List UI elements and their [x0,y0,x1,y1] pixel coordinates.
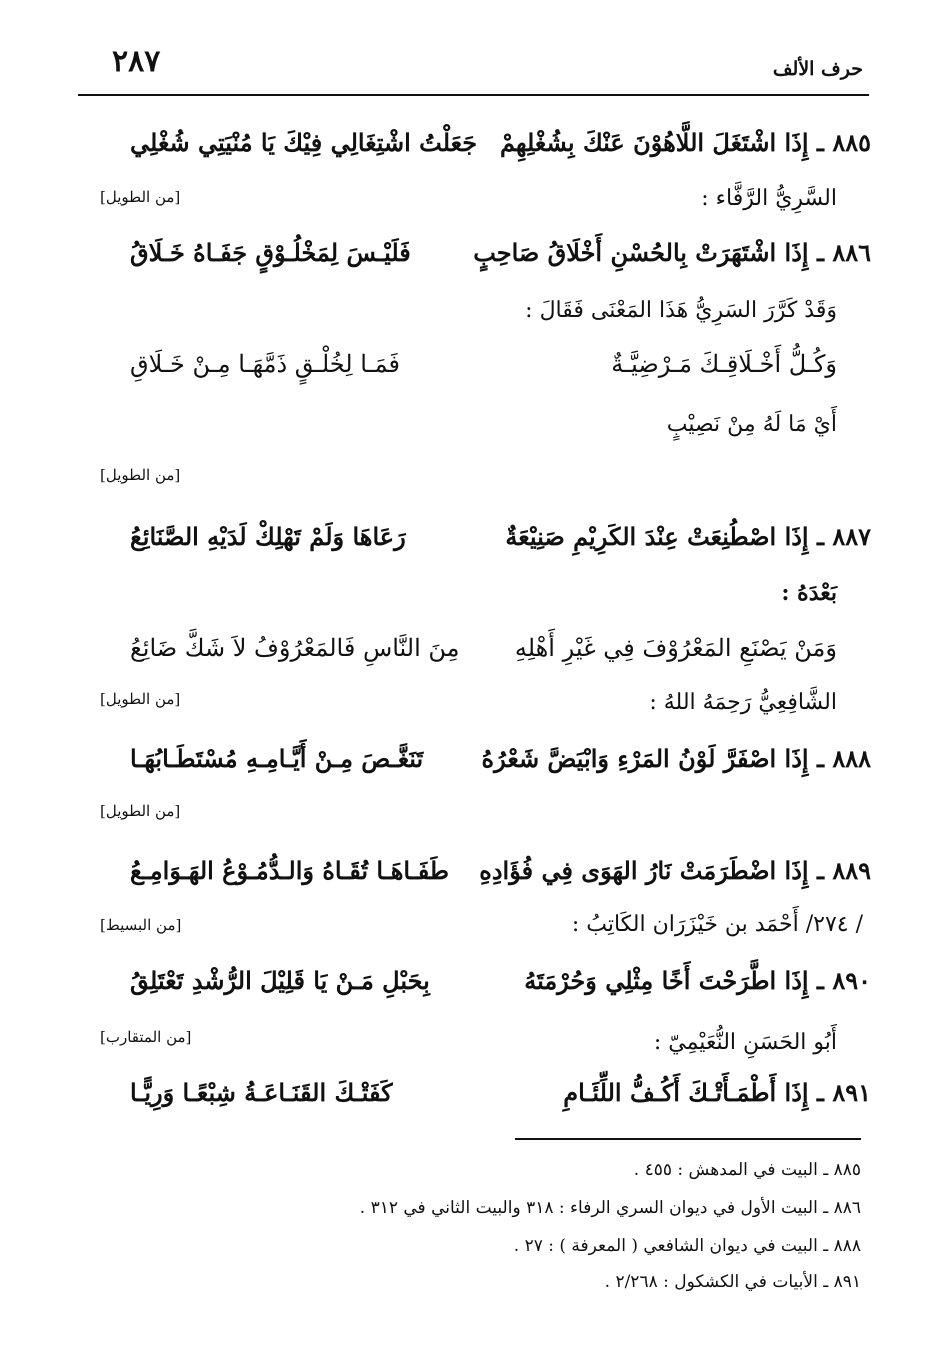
poet-attribution: الشَّافِعِيُّ رَحِمَهُ اللهُ : [649,690,837,715]
verse-second-hemistich: بِحَبْلِ مَـنْ يَا قَلِيْلَ الرُّشْدِ تَعْتَلِقُ [130,966,430,995]
footnote-rule [515,1138,861,1140]
commentary-line: وَقَدْ كَرَّرَ السَرِيُّ هَذَا المَعْنَى فَقَالَ : [525,298,837,323]
poet-attribution: أَبُو الحَسَنِ النُّعَيْمِيّ : [653,1030,837,1055]
verse-first-hemistich: ٨٨٦ ـ إِذَا اشْتَهَرَتْ بِالحُسْنِ أَخْلَاقُ صَاحِبٍ [473,238,871,267]
meter-label: [من البسيط] [100,916,182,934]
verse-second-hemistich: جَعَلْتُ اشْتِغَالِي فِيْكَ يَا مُنْيَتِي شُغْلِي [130,128,478,157]
page-number: ٢٨٧ [112,44,161,79]
verse-first-hemistich: ٨٨٩ ـ إِذَا اضْطَرَمَتْ نَارُ الهَوَى فِي فُؤَادِهِ [479,856,871,885]
verse-first-hemistich: ٨٨٥ ـ إِذَا اشْتَغَلَ اللَّاهُوْنَ عَنْكَ بِشُغْلِهِمْ [499,128,871,157]
poet-attribution: / ٢٧٤/ أَحْمَد بن خَيْزَرَان الكَاتِبُ : [571,912,863,937]
verse-first-hemistich: وَمَنْ يَصْنَعِ المَعْرُوْفَ فِي غَيْرِ أَهْلِهِ [514,634,837,662]
verse-second-hemistich: تَنَغَّـصَ مِـنْ أَيَّـامِـهِ مُسْتَطَـابُهَـا [130,744,424,773]
verse-first-hemistich: ٨٩٠ ـ إِذَا اطَّرَحْتَ أَخًا مِثْلِي وَحُرْمَتَهُ [524,966,871,995]
footnote: ٨٩١ ـ الأبيات في الكشكول : ٢/٢٦٨ . [604,1272,861,1292]
verse-first-hemistich: ٨٨٧ ـ إِذَا اصْطُنِعَتْ عِنْدَ الكَرِيْمِ صَنِيْعَةٌ [505,522,871,551]
verse-second-hemistich: فَمَـا لِخُلْـقٍ ذَمَّهَـا مِـنْ خَـلَاقِ [130,350,400,378]
verse-second-hemistich: مِنَ النَّاسِ فَالمَعْرُوْفُ لاَ شَكَّ ضَائِعُ [130,634,460,662]
verse-second-hemistich: كَفَتْـكَ القَنَـاعَـةُ شِبْعًـا وَرِيًّـا [130,1078,393,1107]
verse-second-hemistich: رَعَاهَا وَلَمْ تَهْلِكْ لَدَيْهِ الصَّنَائِعُ [130,522,406,551]
footnote: ٨٨٨ ـ البيت في ديوان الشافعي ( المعرفة ) : ٢٧ . [513,1236,861,1256]
verse-first-hemistich: ٨٨٨ ـ إِذَا اصْفَرَّ لَوْنُ المَرْءِ وَابْيَضَّ شَعْرُهُ [481,744,871,773]
verse-second-hemistich: فَلَيْـسَ لِمَخْلُـوْقٍ جَفَـاهُ خَـلَاقُ [130,238,411,267]
verse-first-hemistich: ٨٩١ ـ إِذَا أَطْمَـأَتْـكَ أَكُـفُّ اللِّئَـامِ [563,1078,871,1107]
meter-label: [من الطويل] [100,466,181,484]
footnote: ٨٨٥ ـ البيت في المدهش : ٤٥٥ . [633,1160,861,1180]
verse-first-hemistich: وَكُـلُّ أَخْـلَاقِـكَ مَـرْضِيَّـةٌ [611,350,837,378]
commentary-line: بَعْدَهُ : [781,580,837,606]
meter-label: [من الطويل] [100,690,181,708]
gloss-line: أَيْ مَا لَهُ مِنْ نَصِيْبٍ [666,412,837,437]
header-rule [78,94,869,96]
meter-label: [من المتقارب] [100,1028,192,1046]
meter-label: [من الطويل] [100,188,181,206]
poet-attribution: السَّرِيُّ الرَّفَّاء : [701,186,837,211]
meter-label: [من الطويل] [100,802,181,820]
verse-second-hemistich: طَفَـاهَـا تُقَـاهُ وَالـدُّمُـوْعُ الهَـوَامِـعُ [130,856,449,885]
section-title: حرف الألف [772,58,863,80]
footnote: ٨٨٦ ـ البيت الأول في ديوان السري الرفاء : ٣١٨ والبيت الثاني في ٣١٢ . [359,1198,861,1218]
